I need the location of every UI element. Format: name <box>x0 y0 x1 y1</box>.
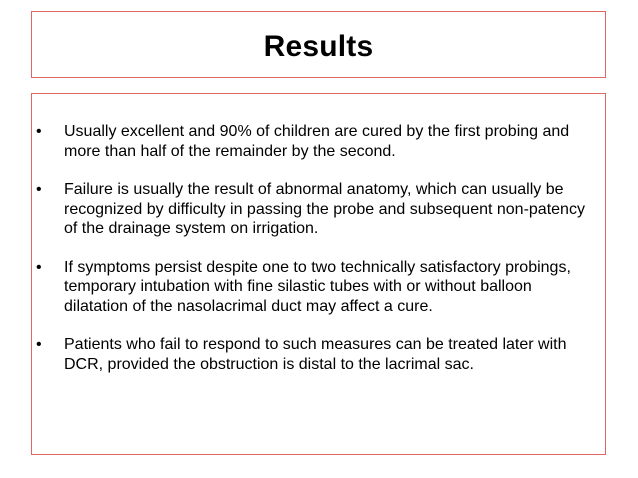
slide-title: Results <box>263 29 374 63</box>
bullet-text: Failure is usually the result of abnormal anatomy, which can usually be recognized by difficulty in passing the probe and subsequent non-patency of the drainage system on irrigation. <box>64 181 585 237</box>
bullet-text: If symptoms persist despite one to two technically satisfactory probings, temporary intubation with fine silastic tubes with or without balloon dilatation of the nasolacrimal duct may affect a cure. <box>64 258 571 315</box>
bullet-item <box>32 335 605 374</box>
bullet-list <box>32 122 605 393</box>
bullet-text: Patients who fail to respond to such measures can be treated later with DCR, provided the obstruction is distal to the lacrimal sac. <box>64 336 567 373</box>
bullet-icon: • <box>36 123 42 140</box>
title-box <box>31 11 606 78</box>
content-box <box>31 93 606 455</box>
bullet-item <box>32 180 605 239</box>
bullet-icon: • <box>36 336 42 353</box>
bullet-icon: • <box>36 181 42 198</box>
bullet-item <box>32 122 605 161</box>
bullet-icon: • <box>36 258 42 276</box>
bullet-item <box>32 258 605 317</box>
bullet-text: Usually excellent and 90% of children are cured by the first probing and more than half of the remainder by the second. <box>64 123 570 160</box>
